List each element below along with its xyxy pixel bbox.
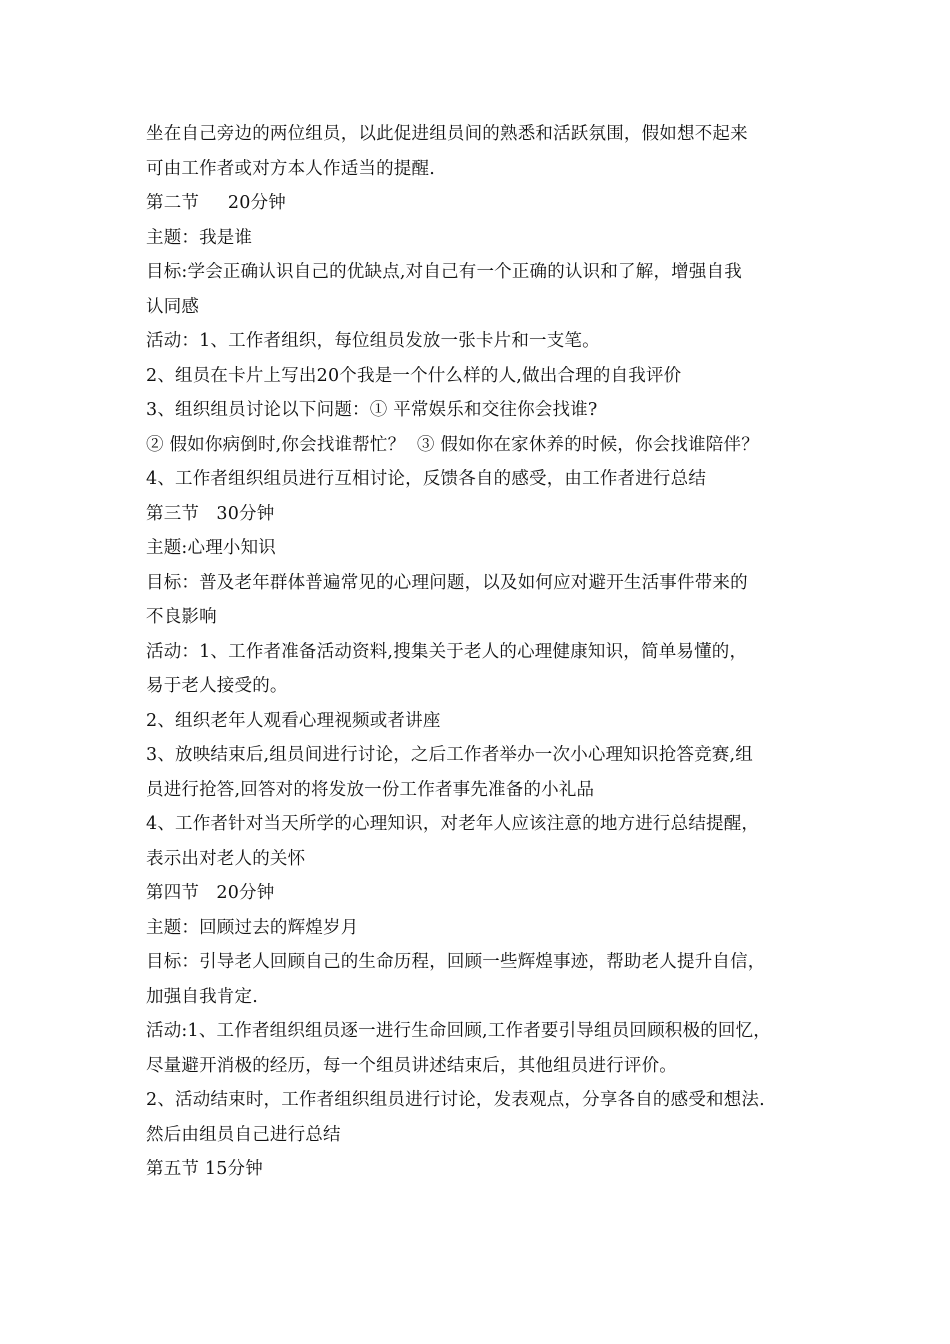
activity-item: 2、组织老年人观看心理视频或者讲座 xyxy=(146,710,441,731)
section-heading: 第五节 15分钟 xyxy=(146,1159,263,1179)
activity-item: 2、活动结束时，工作者组织组员进行讨论，发表观点，分享各自的感受和想法. xyxy=(146,1090,765,1110)
text-line: 坐在自己旁边的两位组员，以此促进组员间的熟悉和活跃氛围，假如想不起来 xyxy=(146,124,748,144)
text-line: 然后由组员自己进行总结 xyxy=(146,1124,341,1145)
activity-item: 3、放映结束后,组员间进行讨论，之后工作者举办一次小心理知识抢答竞赛,组 xyxy=(146,745,753,765)
section-topic: 主题：我是谁 xyxy=(146,227,253,248)
section-topic: 主题:心理小知识 xyxy=(146,538,276,558)
activity-item: 2、组员在卡片上写出20个我是一个什么样的人,做出合理的自我评价 xyxy=(146,365,682,386)
text-line: 不良影响 xyxy=(146,607,217,627)
text-line: 加强自我肯定. xyxy=(146,986,258,1007)
text-line: ② 假如你病倒时,你会找谁帮忙？ ③ 假如你在家休养的时候，你会找谁陪伴？ xyxy=(146,434,759,455)
section-heading: 第四节 20分钟 xyxy=(146,883,275,903)
text-line: 认同感 xyxy=(146,296,200,317)
activity-item: 4、工作者组织组员进行互相讨论，反馈各自的感受，由工作者进行总结 xyxy=(146,469,707,489)
section-goal: 目标:学会正确认识自己的优缺点,对自己有一个正确的认识和了解，增强自我 xyxy=(146,262,742,282)
section-heading: 第三节 30分钟 xyxy=(146,503,275,524)
section-goal: 目标：普及老年群体普遍常见的心理问题，以及如何应对避开生活事件带来的 xyxy=(146,572,748,593)
document-body xyxy=(146,117,826,1187)
activity-item: 活动：1、工作者准备活动资料,搜集关于老人的心理健康知识，简单易懂的， xyxy=(146,641,748,662)
text-line: 表示出对老人的关怀 xyxy=(146,848,306,869)
section-heading: 第二节 20分钟 xyxy=(146,193,286,213)
text-line: 员进行抢答,回答对的将发放一份工作者事先准备的小礼品 xyxy=(146,779,595,800)
text-line: 尽量避开消极的经历，每一个组员讲述结束后，其他组员进行评价。 xyxy=(146,1055,677,1076)
text-line: 可由工作者或对方本人作适当的提醒. xyxy=(146,158,435,179)
activity-item: 3、组织组员讨论以下问题：① 平常娱乐和交往你会找谁? xyxy=(146,400,598,420)
text-line: 易于老人接受的。 xyxy=(146,676,288,696)
activity-item: 活动：1、工作者组织，每位组员发放一张卡片和一支笔。 xyxy=(146,331,600,351)
activity-item: 4、工作者针对当天所学的心理知识，对老年人应该注意的地方进行总结提醒， xyxy=(146,814,760,834)
section-goal: 目标：引导老人回顾自己的生命历程，回顾一些辉煌事迹，帮助老人提升自信， xyxy=(146,952,766,972)
section-topic: 主题：回顾过去的辉煌岁月 xyxy=(146,917,359,938)
activity-item: 活动:1、工作者组织组员逐一进行生命回顾,工作者要引导组员回顾积极的回忆， xyxy=(146,1021,771,1041)
